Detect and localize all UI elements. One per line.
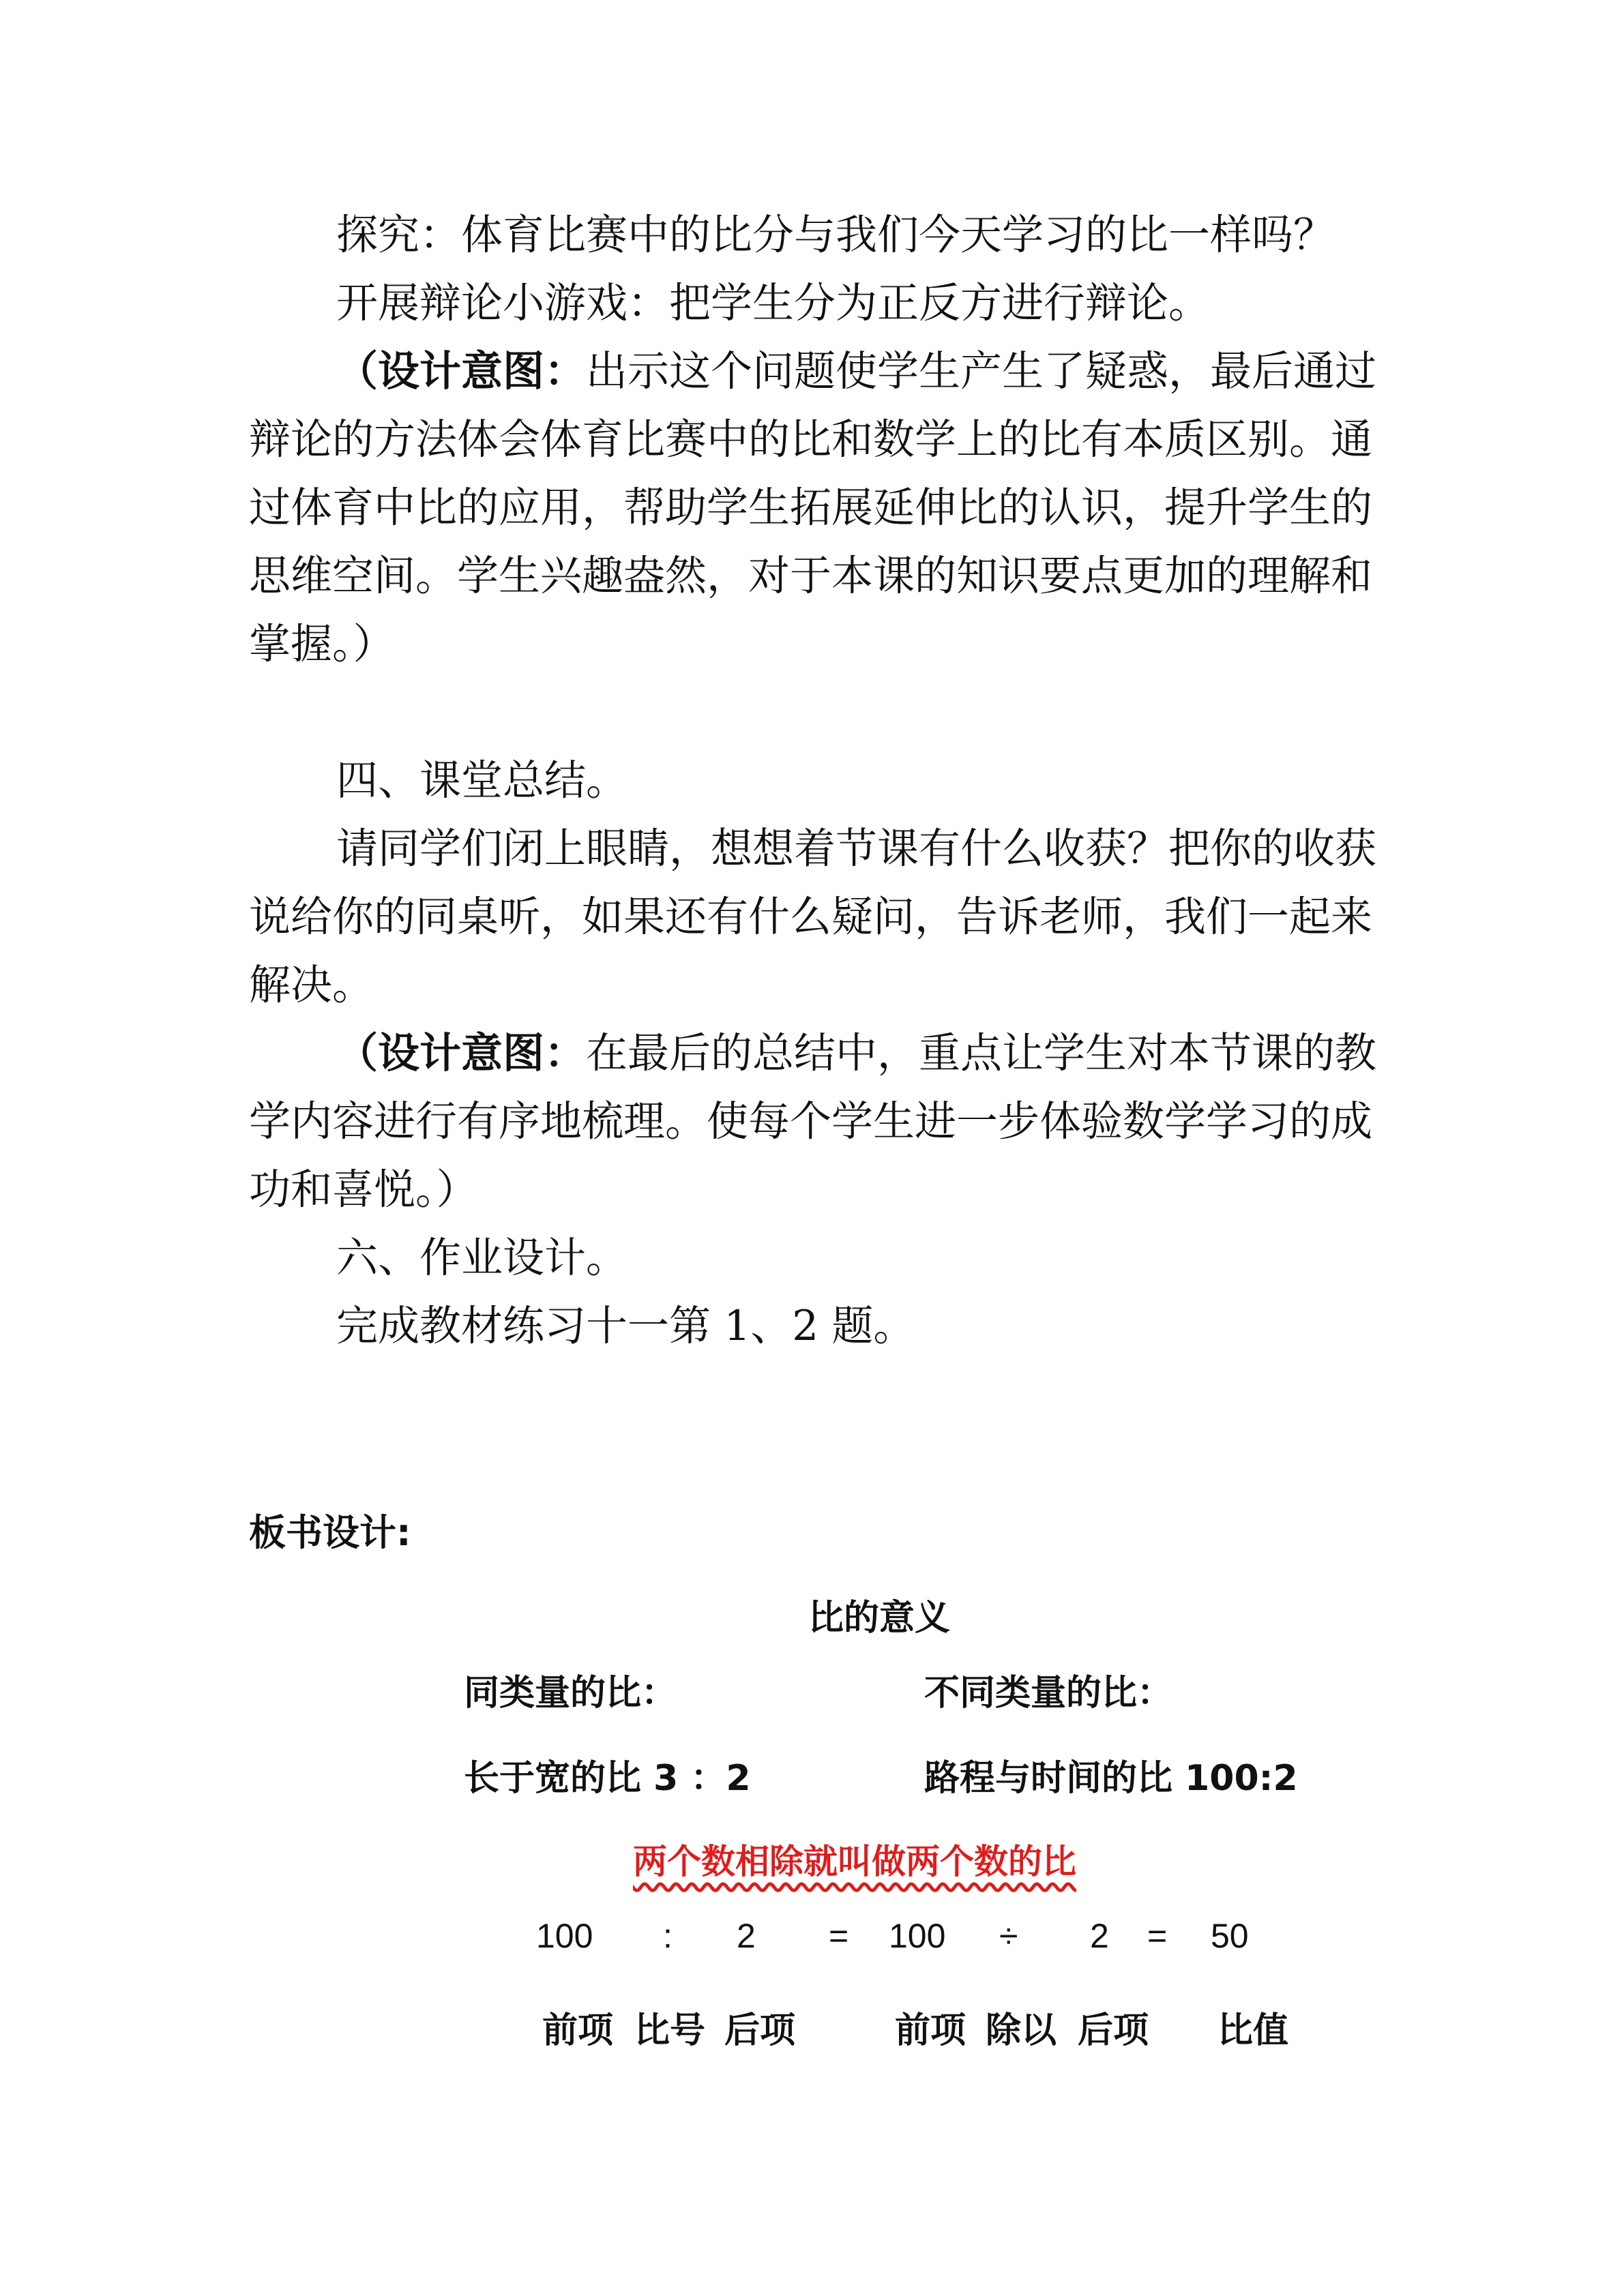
paragraph-debate: 开展辩论小游戏：把学生分为正反方进行辩论。 <box>336 279 1211 327</box>
board-design-heading: 板书设计: <box>249 1511 411 1554</box>
equation-term: 100 <box>536 1917 593 1955</box>
design-intent-text: 出示这个问题使学生产生了疑惑，最后通过辩论的方法体会体育比赛中的比和数学上的比有本质区别。通过体育中比的应用，帮助学生拓展延伸比的认识，提升学生的思维空间。学生兴趣盎然，对于本课的知识要点更加的理解和掌握。） <box>249 347 1377 668</box>
different-kind-ratio-heading: 不同类量的比： <box>924 1673 1173 1714</box>
ratio-definition: 两个数相除就叫做两个数的比 <box>633 1842 1076 1881</box>
equation-term: 100 <box>889 1917 946 1955</box>
design-intent-label: （设计意图： <box>336 1029 587 1077</box>
equation-term: 2 <box>737 1917 756 1955</box>
paragraph-summary: 请同学们闭上眼睛，想想着节课有什么收获？把你的收获说给你的同桌听，如果还有什么疑问，告诉老师，我们一起来解决。 <box>249 824 1377 1009</box>
equation-term: = <box>829 1917 849 1955</box>
equation-term: 2 <box>1090 1917 1109 1955</box>
term-label: 后项 <box>1078 2010 1149 2051</box>
term-label: 前项 <box>895 2010 966 2051</box>
board-title: 比的意义 <box>808 1598 951 1639</box>
section-summary-heading: 四、课堂总结。 <box>336 756 628 805</box>
term-label: 除以 <box>986 2010 1057 2051</box>
paragraph-design-intent-1 <box>249 338 1381 679</box>
section-homework-heading: 六、作业设计。 <box>336 1234 628 1282</box>
design-intent-text: 在最后的总结中，重点让学生对本节课的教学内容进行有序地梳理。使每个学生进一步体验数学学习的成功和喜悦。） <box>249 1029 1377 1214</box>
term-label: 比值 <box>1217 2010 1289 2051</box>
equation-term: : <box>663 1917 673 1955</box>
term-label: 前项 <box>542 2010 614 2051</box>
term-label: 后项 <box>724 2010 796 2051</box>
equation-term: = <box>1147 1917 1168 1955</box>
same-kind-example: 长于宽的比 3 ：2 <box>464 1758 751 1799</box>
equation-term: ÷ <box>999 1917 1018 1955</box>
different-kind-example: 路程与时间的比 100:2 <box>924 1758 1298 1799</box>
lesson-body <box>249 201 1381 1360</box>
paragraph-design-intent-2 <box>249 1019 1381 1224</box>
design-intent-label: （设计意图： <box>336 347 587 396</box>
same-kind-ratio-heading: 同类量的比： <box>464 1673 677 1714</box>
paragraph-explore: 探究：体育比赛中的比分与我们今天学习的比一样吗？ <box>336 211 1335 259</box>
term-label: 比号 <box>634 2010 706 2051</box>
paragraph-homework: 完成教材练习十一第 1、2 题。 <box>336 1302 915 1350</box>
equation-term: 50 <box>1211 1917 1249 1955</box>
